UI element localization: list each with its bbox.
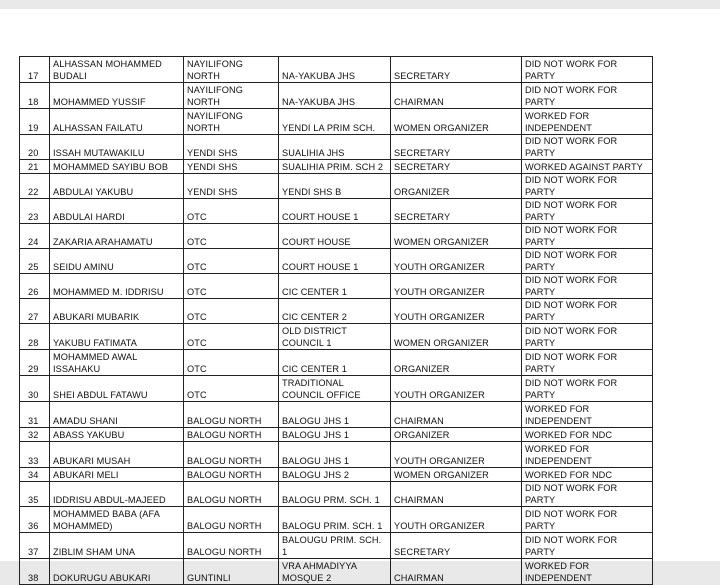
position-cell: CHAIRMAN xyxy=(391,559,522,585)
row-number: 24 xyxy=(20,224,50,249)
polling-station-cell: COURT HOUSE xyxy=(279,224,391,249)
polling-station-cell: NA-YAKUBA JHS xyxy=(279,57,391,83)
member-name-cell: AMADU SHANI xyxy=(50,402,184,428)
area-cell: OTC xyxy=(184,249,279,274)
row-number: 34 xyxy=(20,468,50,482)
members-table xyxy=(19,56,653,585)
row-number: 21 xyxy=(20,160,50,174)
polling-station-cell: CIC CENTER 1 xyxy=(279,274,391,299)
area-cell: BALOGU NORTH xyxy=(184,442,279,468)
area-cell: BALOGU NORTH xyxy=(184,428,279,442)
remark-cell: DID NOT WORK FOR PARTY xyxy=(522,482,653,507)
polling-station-cell: SUALIHIA PRIM. SCH 2 xyxy=(279,160,391,174)
area-cell: BALOGU NORTH xyxy=(184,507,279,533)
area-cell: YENDI SHS xyxy=(184,174,279,199)
row-number: 31 xyxy=(20,402,50,428)
row-number: 27 xyxy=(20,299,50,324)
member-name-cell: ZIBLIM SHAM UNA xyxy=(50,533,184,559)
area-cell: OTC xyxy=(184,350,279,376)
position-cell: WOMEN ORGANIZER xyxy=(391,224,522,249)
remark-cell: WORKED FOR NDC xyxy=(522,428,653,442)
position-cell: ORGANIZER xyxy=(391,174,522,199)
member-name-cell: ABDULAI HARDI xyxy=(50,199,184,224)
table-row xyxy=(20,249,653,274)
area-cell: OTC xyxy=(184,199,279,224)
member-name-cell: ABUKARI MELI xyxy=(50,468,184,482)
row-number: 29 xyxy=(20,350,50,376)
remark-cell: DID NOT WORK FOR PARTY xyxy=(522,57,653,83)
table-row xyxy=(20,57,653,83)
remark-cell: DID NOT WORK FOR PARTY xyxy=(522,324,653,350)
row-number: 20 xyxy=(20,135,50,160)
table-row xyxy=(20,109,653,135)
remark-cell: DID NOT WORK FOR PARTY xyxy=(522,299,653,324)
member-name-cell: SEIDU AMINU xyxy=(50,249,184,274)
table-row xyxy=(20,402,653,428)
row-number: 19 xyxy=(20,109,50,135)
position-cell: SECRETARY xyxy=(391,199,522,224)
area-cell: BALOGU NORTH xyxy=(184,402,279,428)
member-name-cell: IDDRISU ABDUL-MAJEED xyxy=(50,482,184,507)
member-name-cell: ABDULAI YAKUBU xyxy=(50,174,184,199)
row-number: 26 xyxy=(20,274,50,299)
table-row xyxy=(20,160,653,174)
member-name-cell: ALHASSAN FAILATU xyxy=(50,109,184,135)
member-name-cell: MOHAMMED M. IDDRISU xyxy=(50,274,184,299)
table-row xyxy=(20,199,653,224)
remark-cell: DID NOT WORK FOR PARTY xyxy=(522,199,653,224)
member-name-cell: DOKURUGU ABUKARI xyxy=(50,559,184,585)
remark-cell: DID NOT WORK FOR PARTY xyxy=(522,249,653,274)
row-number: 28 xyxy=(20,324,50,350)
area-cell: BALOGU NORTH xyxy=(184,533,279,559)
row-number: 35 xyxy=(20,482,50,507)
polling-station-cell: OLD DISTRICT COUNCIL 1 xyxy=(279,324,391,350)
polling-station-cell: BALOGU PRIM. SCH. 1 xyxy=(279,507,391,533)
remark-cell: DID NOT WORK FOR PARTY xyxy=(522,135,653,160)
area-cell: NAYILIFONG NORTH xyxy=(184,57,279,83)
position-cell: CHAIRMAN xyxy=(391,83,522,109)
member-name-cell: ABASS YAKUBU xyxy=(50,428,184,442)
position-cell: WOMEN ORGANIZER xyxy=(391,468,522,482)
polling-station-cell: BALOGU JHS 1 xyxy=(279,428,391,442)
position-cell: YOUTH ORGANIZER xyxy=(391,299,522,324)
polling-station-cell: YENDI LA PRIM SCH. xyxy=(279,109,391,135)
table-row xyxy=(20,533,653,559)
remark-cell: DID NOT WORK FOR PARTY xyxy=(522,224,653,249)
remark-cell: DID NOT WORK FOR PARTY xyxy=(522,174,653,199)
row-number: 38 xyxy=(20,559,50,585)
polling-station-cell: COURT HOUSE 1 xyxy=(279,249,391,274)
table-row xyxy=(20,468,653,482)
polling-station-cell: CIC CENTER 1 xyxy=(279,350,391,376)
position-cell: YOUTH ORGANIZER xyxy=(391,274,522,299)
polling-station-cell: YENDI SHS B xyxy=(279,174,391,199)
remark-cell: DID NOT WORK FOR PARTY xyxy=(522,376,653,402)
area-cell: OTC xyxy=(184,376,279,402)
position-cell: YOUTH ORGANIZER xyxy=(391,507,522,533)
remark-cell: WORKED FOR INDEPENDENT xyxy=(522,402,653,428)
polling-station-cell: NA-YAKUBA JHS xyxy=(279,83,391,109)
table-row xyxy=(20,350,653,376)
table-row xyxy=(20,174,653,199)
member-name-cell: MOHAMMED SAYIBU BOB xyxy=(50,160,184,174)
area-cell: OTC xyxy=(184,299,279,324)
table-row xyxy=(20,482,653,507)
row-number: 25 xyxy=(20,249,50,274)
area-cell: OTC xyxy=(184,224,279,249)
table-row xyxy=(20,428,653,442)
position-cell: YOUTH ORGANIZER xyxy=(391,376,522,402)
table-row xyxy=(20,299,653,324)
table-row xyxy=(20,83,653,109)
position-cell: YOUTH ORGANIZER xyxy=(391,442,522,468)
row-number: 37 xyxy=(20,533,50,559)
position-cell: CHAIRMAN xyxy=(391,402,522,428)
polling-station-cell: VRA AHMADIYYA MOSQUE 2 xyxy=(279,559,391,585)
table-row xyxy=(20,376,653,402)
row-number: 17 xyxy=(20,57,50,83)
position-cell: WOMEN ORGANIZER xyxy=(391,324,522,350)
polling-station-cell: CIC CENTER 2 xyxy=(279,299,391,324)
remark-cell: WORKED FOR INDEPENDENT xyxy=(522,109,653,135)
member-name-cell: MOHAMMED YUSSIF xyxy=(50,83,184,109)
area-cell: YENDI SHS xyxy=(184,135,279,160)
member-name-cell: ALHASSAN MOHAMMED BUDALI xyxy=(50,57,184,83)
table-row xyxy=(20,274,653,299)
area-cell: NAYILIFONG NORTH xyxy=(184,83,279,109)
position-cell: SECRETARY xyxy=(391,57,522,83)
member-name-cell: ZAKARIA ARAHAMATU xyxy=(50,224,184,249)
table-row xyxy=(20,559,653,585)
row-number: 18 xyxy=(20,83,50,109)
member-name-cell: SHEI ABDUL FATAWU xyxy=(50,376,184,402)
position-cell: YOUTH ORGANIZER xyxy=(391,249,522,274)
table-row xyxy=(20,224,653,249)
row-number: 30 xyxy=(20,376,50,402)
remark-cell: WORKED FOR INDEPENDENT xyxy=(522,559,653,585)
polling-station-cell: BALOGU JHS 2 xyxy=(279,468,391,482)
member-name-cell: ISSAH MUTAWAKILU xyxy=(50,135,184,160)
document-page xyxy=(0,9,720,583)
table-row xyxy=(20,507,653,533)
polling-station-cell: BALOGU JHS 1 xyxy=(279,442,391,468)
polling-station-cell: TRADITIONAL COUNCIL OFFICE xyxy=(279,376,391,402)
table-row xyxy=(20,442,653,468)
polling-station-cell: COURT HOUSE 1 xyxy=(279,199,391,224)
table-body xyxy=(20,57,653,585)
polling-station-cell: BALOUGU PRIM. SCH. 1 xyxy=(279,533,391,559)
member-name-cell: ABUKARI MUBARIK xyxy=(50,299,184,324)
position-cell: ORGANIZER xyxy=(391,350,522,376)
row-number: 32 xyxy=(20,428,50,442)
table-row xyxy=(20,135,653,160)
member-name-cell: ABUKARI MUSAH xyxy=(50,442,184,468)
row-number: 23 xyxy=(20,199,50,224)
polling-station-cell: SUALIHIA JHS xyxy=(279,135,391,160)
member-name-cell: MOHAMMED BABA (AFA MOHAMMED) xyxy=(50,507,184,533)
area-cell: GUNTINLI xyxy=(184,559,279,585)
polling-station-cell: BALOGU JHS 1 xyxy=(279,402,391,428)
remark-cell: WORKED FOR NDC xyxy=(522,468,653,482)
area-cell: NAYILIFONG NORTH xyxy=(184,109,279,135)
position-cell: SECRETARY xyxy=(391,135,522,160)
position-cell: SECRETARY xyxy=(391,160,522,174)
position-cell: SECRETARY xyxy=(391,533,522,559)
area-cell: OTC xyxy=(184,324,279,350)
remark-cell: DID NOT WORK FOR PARTY xyxy=(522,274,653,299)
member-name-cell: MOHAMMED AWAL ISSAHAKU xyxy=(50,350,184,376)
row-number: 36 xyxy=(20,507,50,533)
area-cell: BALOGU NORTH xyxy=(184,482,279,507)
area-cell: YENDI SHS xyxy=(184,160,279,174)
table-row xyxy=(20,324,653,350)
remark-cell: WORKED AGAINST PARTY xyxy=(522,160,653,174)
position-cell: ORGANIZER xyxy=(391,428,522,442)
remark-cell: DID NOT WORK FOR PARTY xyxy=(522,533,653,559)
remark-cell: DID NOT WORK FOR PARTY xyxy=(522,507,653,533)
position-cell: WOMEN ORGANIZER xyxy=(391,109,522,135)
area-cell: OTC xyxy=(184,274,279,299)
remark-cell: WORKED FOR INDEPENDENT xyxy=(522,442,653,468)
row-number: 22 xyxy=(20,174,50,199)
remark-cell: DID NOT WORK FOR PARTY xyxy=(522,83,653,109)
position-cell: CHAIRMAN xyxy=(391,482,522,507)
member-name-cell: YAKUBU FATIMATA xyxy=(50,324,184,350)
remark-cell: DID NOT WORK FOR PARTY xyxy=(522,350,653,376)
row-number: 33 xyxy=(20,442,50,468)
polling-station-cell: BALOGU PRM. SCH. 1 xyxy=(279,482,391,507)
area-cell: BALOGU NORTH xyxy=(184,468,279,482)
